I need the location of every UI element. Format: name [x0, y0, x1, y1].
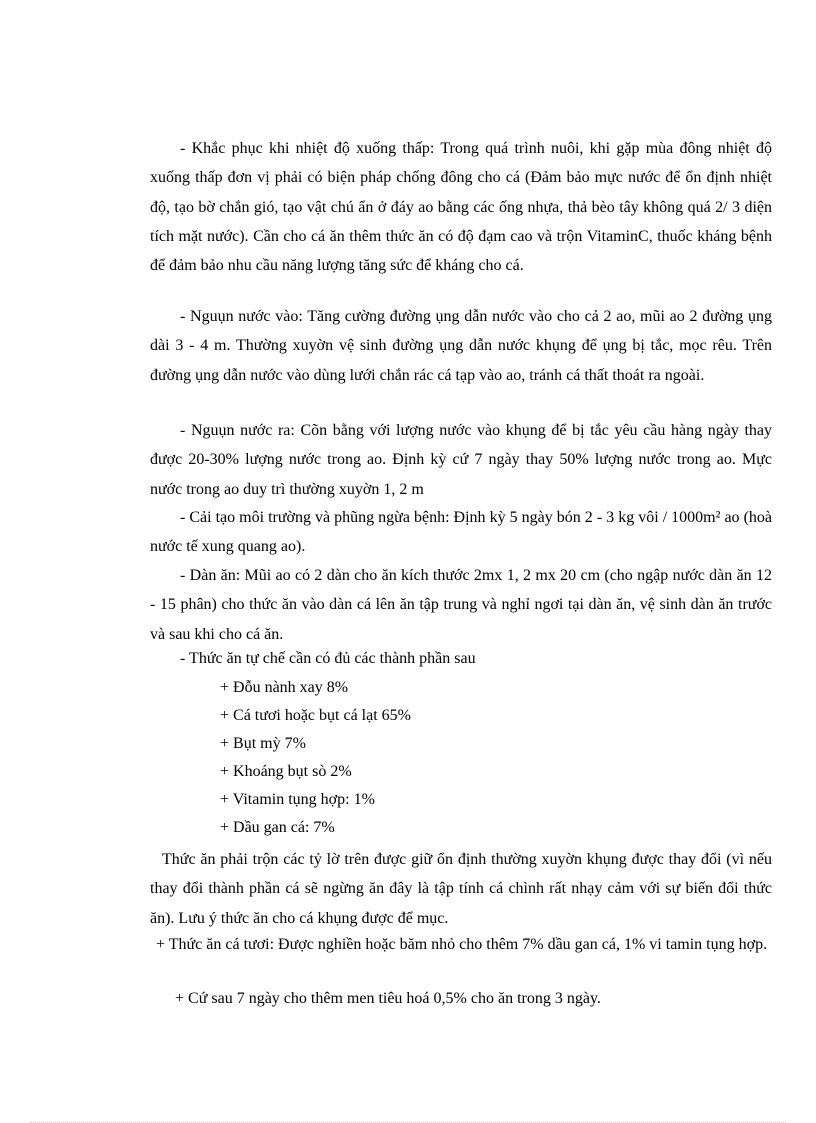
ingredient-item: + Đỗu nành xay 8%	[220, 679, 349, 696]
ingredient-item: + Cá tươi hoặc bụt cá lạt 65%	[220, 707, 411, 724]
paragraph-feed-consistency: Thức ăn phải trộn các tỷ lờ trên được giữ ổn định thường xuyờn khụng được thay đổi (vì nếu thay đổi thành phần cá sẽ ngừng ăn đây là tập tính cá chình rất nhạy cảm với sự biến đổi thức ăn). Lưu ý thức ăn cho cá khụng được để mục.	[150, 851, 772, 927]
ingredients-heading: - Thức ăn tự chế cần có đủ các thành phần sau	[180, 650, 476, 667]
paragraph-cold-weather: - Khắc phục khi nhiệt độ xuống thấp: Trong quá trình nuôi, khi gặp mùa đông nhiệt độ xuống thấp đơn vị phải có biện pháp chống đông cho cá (Đảm bảo mực nước để ổn định nhiệt độ, tạo bờ chắn gió, tạo vật chú ẩn ở đáy ao bằng các ống nhựa, thả bèo tây không quá 2/ 3 diện tích mặt nước). Cần cho cá ăn thêm thức ăn có độ đạm cao và trộn VitaminC, thuốc kháng bệnh để đảm bảo nhu cầu năng lượng tăng sức để kháng cho cá.	[150, 140, 772, 275]
paragraph-fresh-fish-feed: + Thức ăn cá tươi: Được nghiền hoặc băm nhỏ cho thêm 7% dầu gan cá, 1% vi tamin tụng hợp.	[156, 936, 768, 953]
paragraph-environment: - Cải tạo môi trường và phũng ngừa bệnh: Định kỳ 5 ngày bón 2 - 3 kg vôi / 1000m² ao (hoà nước tế xung quang ao).	[150, 509, 772, 556]
ingredient-item: + Khoáng bụt sò 2%	[220, 763, 352, 780]
paragraph-water-inlet: - Nguụn nước vào: Tăng cường đường ụng dẫn nước vào cho cả 2 ao, mũi ao 2 đường ụng dài 3 - 4 m. Thường xuyờn vệ sinh đường ụng dẫn nước khụng để ụng bị tắc, mọc rêu. Trên đường ụng dẫn nước vào dùng lưới chắn rác cá tạp vào ao, tránh cá thất thoát ra ngoài.	[150, 308, 772, 384]
ingredient-item: + Bụt mỳ 7%	[220, 735, 306, 752]
paragraph-water-outlet: - Nguụn nước ra: Cõn bằng với lượng nước vào khụng để bị tắc yêu cầu hàng ngày thay được 20-30% lượng nước trong ao. Định kỳ cứ 7 ngày thay 50% lượng nước trong ao. Mực nước trong ao duy trì thường xuyờn 1, 2 m	[150, 422, 772, 498]
ingredient-item: + Dầu gan cá: 7%	[220, 819, 335, 836]
paragraph-digestive-enzyme: + Cứ sau 7 ngày cho thêm men tiêu hoá 0,5% cho ăn trong 3 ngày.	[175, 990, 601, 1007]
ingredient-item: + Vitamin tụng hợp: 1%	[220, 791, 375, 808]
paragraph-feeding-rack: - Dàn ăn: Mũi ao có 2 dàn cho ăn kích thước 2mx 1, 2 mx 20 cm (cho ngập nước dàn ăn 12 - 15 phân) cho thức ăn vào dàn cá lên ăn tập trung và nghỉ ngơi tại dàn ăn, vệ sinh dàn ăn trước và sau khi cho cá ăn.	[150, 567, 772, 643]
